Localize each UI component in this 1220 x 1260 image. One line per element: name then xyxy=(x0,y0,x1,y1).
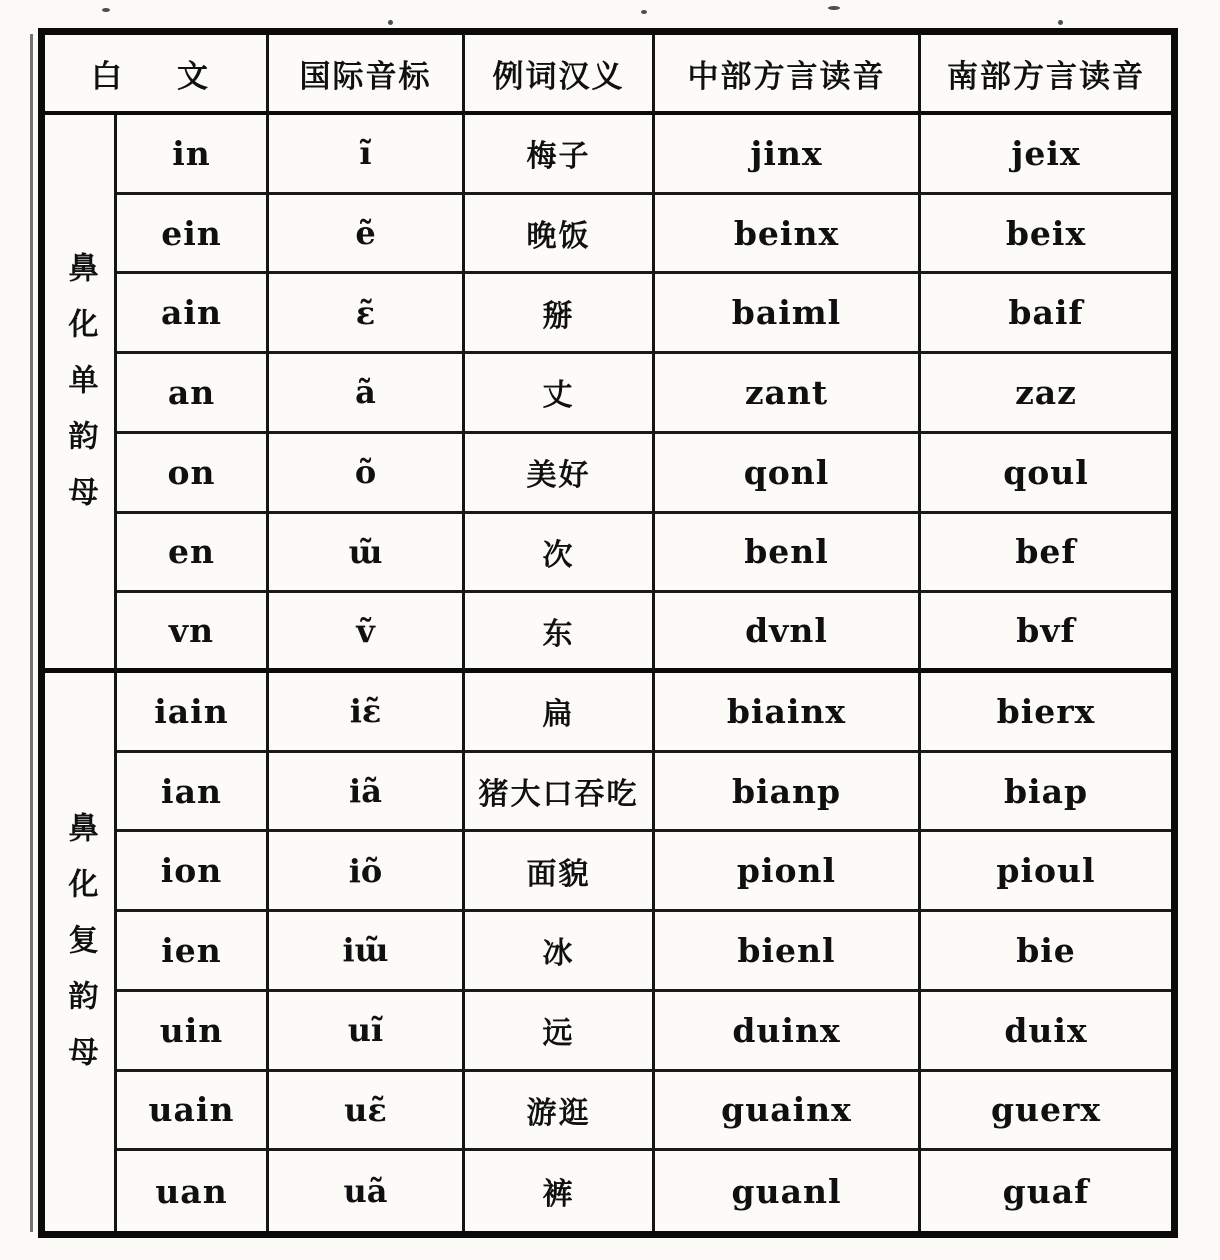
cell-gloss: 裤 xyxy=(465,1151,655,1231)
cell-bai: an xyxy=(117,354,269,434)
cell-bai: iain xyxy=(117,673,269,753)
cell-bai: uain xyxy=(117,1072,269,1152)
cell-central: dvnl xyxy=(655,593,921,673)
cell-ipa: iã xyxy=(269,753,465,833)
cell-southern: beix xyxy=(921,195,1171,275)
group-label-nasalized-simple-finals: 鼻化单韵母 xyxy=(45,115,117,673)
header-central-dialect: 中部方言读音 xyxy=(655,35,921,115)
cell-bai: ion xyxy=(117,832,269,912)
bai-phonology-table xyxy=(38,28,1178,1238)
cell-southern: guerx xyxy=(921,1072,1171,1152)
cell-central: bienl xyxy=(655,912,921,992)
cell-gloss: 面貌 xyxy=(465,832,655,912)
cell-ipa: uɛ̃ xyxy=(269,1072,465,1152)
cell-gloss: 游逛 xyxy=(465,1072,655,1152)
cell-central: jinx xyxy=(655,115,921,195)
cell-southern: pioul xyxy=(921,832,1171,912)
cell-gloss: 远 xyxy=(465,992,655,1072)
cell-southern: qoul xyxy=(921,434,1171,514)
cell-central: zant xyxy=(655,354,921,434)
cell-southern: baif xyxy=(921,274,1171,354)
scan-speck xyxy=(641,10,647,14)
cell-southern: jeix xyxy=(921,115,1171,195)
cell-central: benl xyxy=(655,514,921,594)
cell-bai: on xyxy=(117,434,269,514)
cell-ipa: ɛ̃ xyxy=(269,274,465,354)
cell-central: bianp xyxy=(655,753,921,833)
cell-southern: guaf xyxy=(1002,1171,1090,1211)
cell-central: baiml xyxy=(655,274,921,354)
cell-central: guainx xyxy=(655,1072,921,1152)
cell-southern: duix xyxy=(921,992,1171,1072)
cell-southern: bie xyxy=(921,912,1171,992)
cell-ipa: uã xyxy=(269,1151,465,1231)
cell-bai: en xyxy=(117,514,269,594)
cell-bai: ian xyxy=(117,753,269,833)
cell-gloss: 晚饭 xyxy=(465,195,655,275)
cell-gloss: 次 xyxy=(465,514,655,594)
cell-ipa: ṽ xyxy=(269,593,465,673)
cell-southern: bierx xyxy=(921,673,1171,753)
cell-gloss: 掰 xyxy=(465,274,655,354)
cell-gloss: 冰 xyxy=(465,912,655,992)
cell-bai: uan xyxy=(117,1151,269,1231)
cell-ipa: iɛ̃ xyxy=(269,673,465,753)
cell-southern: bef xyxy=(921,514,1171,594)
scan-speck xyxy=(1058,20,1063,25)
header-gloss: 例词汉义 xyxy=(465,35,655,115)
cell-ipa: uĩ xyxy=(269,992,465,1072)
scan-edge-line xyxy=(30,34,33,1232)
cell-southern: zaz xyxy=(921,354,1171,434)
cell-bai: uin xyxy=(117,992,269,1072)
cell-bai: vn xyxy=(117,593,269,673)
header-ipa: 国际音标 xyxy=(269,35,465,115)
cell-ipa: ɯ̃ xyxy=(269,514,465,594)
cell-bai: ein xyxy=(117,195,269,275)
group-label-nasalized-compound-finals: 鼻化复韵母 xyxy=(45,673,117,1231)
cell-ipa: õ xyxy=(269,434,465,514)
cell-bai: in xyxy=(117,115,269,195)
cell-bai: ien xyxy=(117,912,269,992)
cell-gloss: 东 xyxy=(465,593,655,673)
cell-southern: biap xyxy=(921,753,1171,833)
cell-central: qonl xyxy=(655,434,921,514)
cell-ipa: ĩ xyxy=(269,115,465,195)
header-southern-dialect: 南部方言读音 xyxy=(921,35,1171,115)
cell-gloss: 美好 xyxy=(465,434,655,514)
cell-ipa: ã xyxy=(269,354,465,434)
cell-central: beinx xyxy=(655,195,921,275)
scan-speck xyxy=(828,6,840,10)
cell-gloss: 猪大口吞吃 xyxy=(465,753,655,833)
cell-southern: bvf xyxy=(921,593,1171,673)
cell-ipa: iõ xyxy=(269,832,465,912)
cell-central: guanl xyxy=(655,1151,921,1231)
cell-gloss: 丈 xyxy=(465,354,655,434)
cell-ipa: iɯ̃ xyxy=(269,912,465,992)
cell-gloss: 梅子 xyxy=(465,115,655,195)
cell-bai: ain xyxy=(117,274,269,354)
cell-central: biainx xyxy=(655,673,921,753)
cell-gloss: 扁 xyxy=(465,673,655,753)
cell-central: pionl xyxy=(655,832,921,912)
header-bai-script: 白 文 xyxy=(45,35,269,115)
scan-speck xyxy=(388,20,393,25)
cell-central: duinx xyxy=(655,992,921,1072)
cell-ipa: ẽ xyxy=(269,195,465,275)
scan-speck xyxy=(102,8,110,12)
